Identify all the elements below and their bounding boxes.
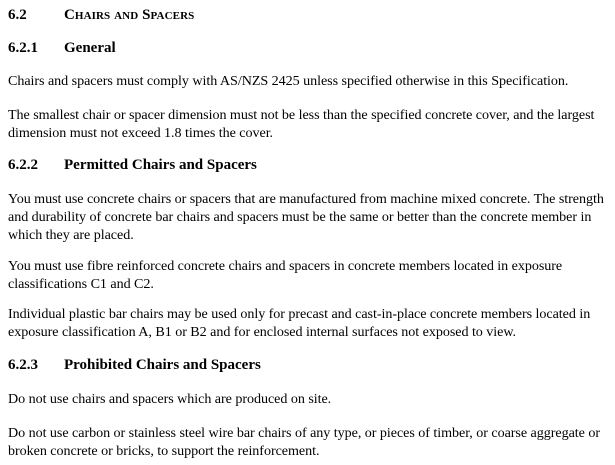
subsection-title: General — [64, 40, 116, 56]
subsection-number: 6.2.1 — [8, 40, 38, 56]
paragraph: You must use concrete chairs or spacers that are manufactured from machine mixed concrete. The strength and durability of concrete bar chairs and spacers must be the same or better than the concrete member in which they are placed. — [8, 191, 604, 243]
subsection-heading-general — [8, 39, 608, 57]
section-title: Chairs and Spacers — [64, 7, 195, 23]
paragraph: Do not use carbon or stainless steel wire bar chairs of any type, or pieces of timber, or coarse aggregate or broken concrete or bricks, to support the reinforcement. — [8, 425, 600, 459]
section-heading — [8, 6, 608, 24]
subsection-heading-prohibited — [8, 356, 608, 374]
paragraph: The smallest chair or spacer dimension must not be less than the specified concrete cover, and the largest dimension must not exceed 1.8 times the cover. — [8, 107, 595, 141]
paragraph: Individual plastic bar chairs may be used only for precast and cast-in-place concrete members located in exposure classification A, B1 or B2 and for enclosed internal surfaces not exposed to view. — [8, 306, 591, 340]
paragraph: Chairs and spacers must comply with AS/NZS 2425 unless specified otherwise in this Specification. — [8, 73, 569, 89]
subsection-heading-permitted — [8, 156, 608, 174]
section-number: 6.2 — [8, 7, 27, 23]
subsection-number: 6.2.2 — [8, 157, 38, 173]
paragraph: Do not use chairs and spacers which are produced on site. — [8, 391, 332, 407]
subsection-number: 6.2.3 — [8, 357, 38, 373]
paragraph: You must use fibre reinforced concrete chairs and spacers in concrete members located in exposure classifications C1 and C2. — [8, 258, 563, 292]
subsection-title: Prohibited Chairs and Spacers — [64, 357, 261, 373]
subsection-title: Permitted Chairs and Spacers — [64, 157, 257, 173]
